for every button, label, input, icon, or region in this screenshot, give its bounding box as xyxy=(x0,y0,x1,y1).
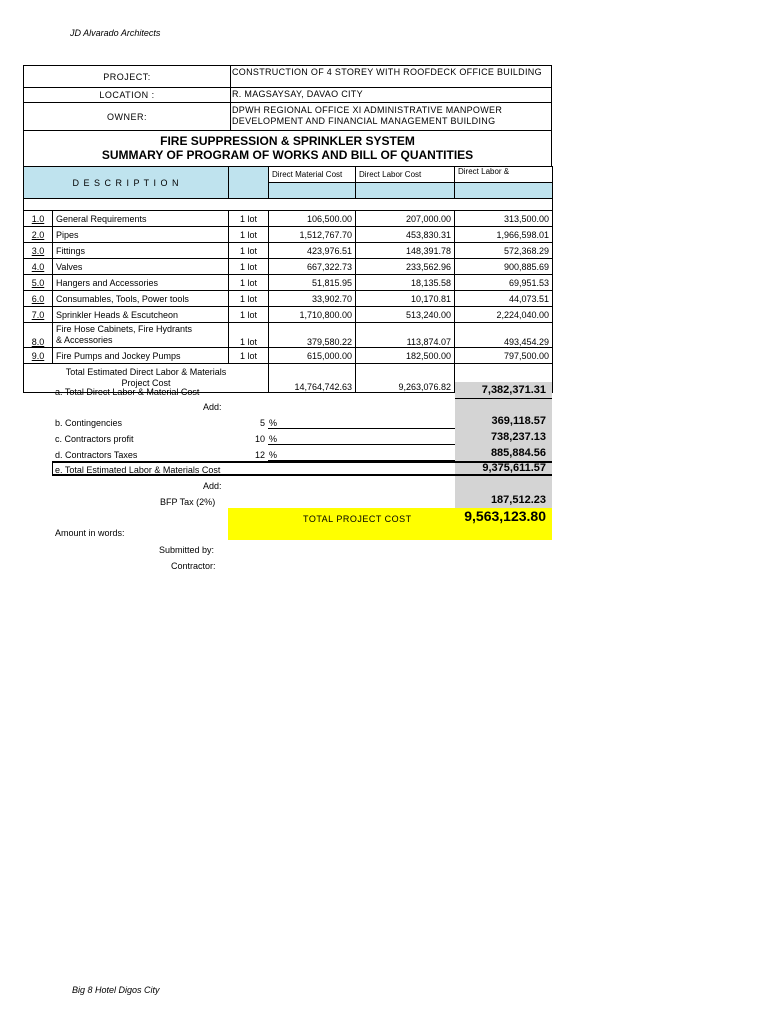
report-title xyxy=(23,131,552,166)
d-pct-sign: % xyxy=(269,450,278,460)
owner-value-line1: DPWH REGIONAL OFFICE XI ADMINISTRATIVE MANPOWER xyxy=(232,105,503,115)
table-row: 8.0 Fire Hose Cabinets, Fire Hydrants & Accessories 1 lot 379,580.22 113,874.07 493,454.29 xyxy=(24,323,553,348)
owner-label: OWNER: xyxy=(24,103,231,130)
table-row: 6.0 Consumables, Tools, Power tools 1 lot 33,902.70 10,170.81 44,073.51 xyxy=(24,291,553,307)
total-row-label-line1: Total Estimated Direct Labor & Materials xyxy=(65,367,227,377)
project-value: CONSTRUCTION OF 4 STOREY WITH ROOFDECK OFFICE BUILDING xyxy=(232,67,542,77)
table-row: 9.0 Fire Pumps and Jockey Pumps 1 lot 615,000.00 182,500.00 797,500.00 xyxy=(24,348,553,364)
a-label: a. Total Direct Labor & Material Cost xyxy=(55,387,200,397)
title-line2: SUMMARY OF PROGRAM OF WORKS AND BILL OF QUANTITIES xyxy=(101,148,474,162)
submitted-by-label: Submitted by: xyxy=(159,545,215,555)
table-row: 7.0 Sprinkler Heads & Escutcheon 1 lot 1,710,800.00 513,240.00 2,224,040.00 xyxy=(24,307,553,323)
b-pct: 5 xyxy=(259,418,265,428)
spacer-row xyxy=(24,199,553,211)
c-pct-sign: % xyxy=(269,434,278,444)
d-pct: 12 xyxy=(254,450,265,460)
total-header-fill xyxy=(455,183,553,199)
d-value: 885,884.56 xyxy=(490,447,546,459)
project-row xyxy=(24,66,551,88)
bfp-value: 187,512.23 xyxy=(490,494,546,506)
owner-value-line2: DEVELOPMENT AND FINANCIAL MANAGEMENT BUILDING xyxy=(232,116,496,126)
project-label: PROJECT: xyxy=(24,66,231,87)
c-pct: 10 xyxy=(254,434,265,444)
add-label-1: Add: xyxy=(203,402,222,412)
labor-header-fill xyxy=(356,183,455,199)
total-labor: 9,263,076.82 xyxy=(356,364,455,393)
description-header: D E S C R I P T I O N xyxy=(24,167,229,199)
total-row-label-line2: Project Cost xyxy=(121,378,171,388)
add-label-2: Add: xyxy=(203,481,222,491)
summary-grey-column xyxy=(455,382,552,508)
location-label: LOCATION : xyxy=(24,88,231,102)
location-value: R. MAGSAYSAY, DAVAO CITY xyxy=(232,89,363,99)
total-material: 14,764,742.63 xyxy=(269,364,356,393)
project-info-box xyxy=(23,65,552,131)
table-row: 4.0 Valves 1 lot 667,322.73 233,562.96 900,885.69 xyxy=(24,259,553,275)
qty-header xyxy=(229,167,269,199)
total-project-cost-value: 9,563,123.80 xyxy=(464,508,546,524)
total-project-cost-label: TOTAL PROJECT COST xyxy=(303,514,412,524)
location-row xyxy=(24,88,551,103)
amount-in-words-label: Amount in words: xyxy=(55,528,125,538)
table-row: 2.0 Pipes 1 lot 1,512,767.70 453,830.31 1,966,598.01 xyxy=(24,227,553,243)
owner-value xyxy=(232,105,547,127)
c-label: c. Contractors profit xyxy=(55,434,134,444)
table-row: 3.0 Fittings 1 lot 423,976.51 148,391.78 572,368.29 xyxy=(24,243,553,259)
b-label: b. Contingencies xyxy=(55,418,123,428)
b-pct-sign: % xyxy=(269,418,278,428)
table-row: 1.0 General Requirements 1 lot 106,500.00 207,000.00 313,500.00 xyxy=(24,211,553,227)
a-value: 7,382,371.31 xyxy=(481,384,546,396)
total-header: Direct Labor & xyxy=(455,167,553,183)
d-label: d. Contractors Taxes xyxy=(55,450,138,460)
material-header-fill xyxy=(269,183,356,199)
c-value: 738,237.13 xyxy=(490,431,546,443)
bill-of-quantities-table xyxy=(23,166,553,393)
owner-row xyxy=(24,103,551,130)
b-value: 369,118.57 xyxy=(491,415,546,427)
contractor-label: Contractor: xyxy=(171,561,216,571)
labor-header: Direct Labor Cost xyxy=(356,167,455,183)
company-name: JD Alvarado Architects xyxy=(70,28,161,38)
e-label: e. Total Estimated Labor & Materials Cost xyxy=(55,465,221,475)
table-row: 5.0 Hangers and Accessories 1 lot 51,815.95 18,135.58 69,951.53 xyxy=(24,275,553,291)
footer-text: Big 8 Hotel Digos City xyxy=(72,985,160,995)
e-value: 9,375,611.57 xyxy=(482,462,546,474)
bfp-label: BFP Tax (2%) xyxy=(160,497,216,507)
title-line1: FIRE SUPPRESSION & SPRINKLER SYSTEM xyxy=(160,134,415,148)
header-row xyxy=(24,167,553,183)
material-header: Direct Material Cost xyxy=(269,167,356,183)
